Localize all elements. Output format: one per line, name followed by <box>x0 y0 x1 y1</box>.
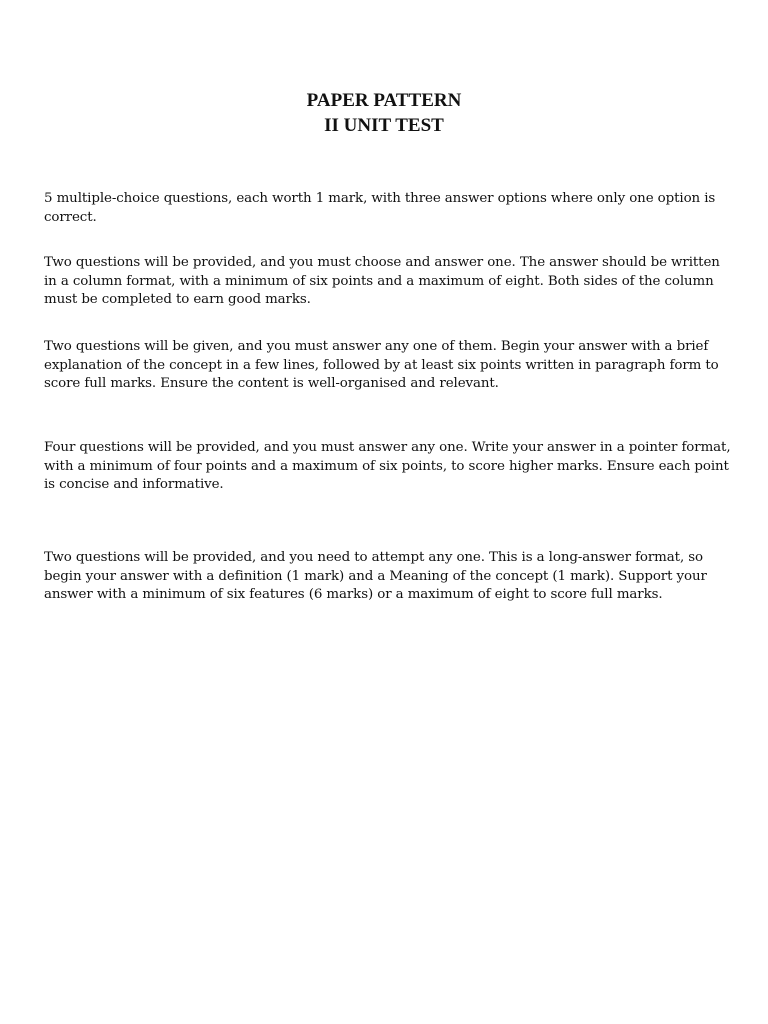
paragraph-pointer-format: Four questions will be provided, and you must answer any one. Write your answer in a pointer format, with a minimum of four points and a maximum of six points, to score higher marks. Ensure each point is concise and informative. <box>44 440 731 493</box>
paragraph-long-answer-format: Two questions will be provided, and you need to attempt any one. This is a long-answer format, so begin your answer with a definition (1 mark) and a Meaning of the concept (1 mark). Support your answer with a minimum of six features (6 marks) or a maximum of eight to score full marks. <box>44 550 707 603</box>
paragraph-explanation-format: Two questions will be given, and you must answer any one of them. Begin your answer with a brief explanation of the concept in a few lines, followed by at least six points written in paragraph form to score full marks. Ensure the content is well-organised and relevant. <box>44 339 719 392</box>
title-line-main: PAPER PATTERN <box>306 90 462 111</box>
paragraph-column-format: Two questions will be provided, and you must choose and answer one. The answer should be written in a column format, with a minimum of six points and a maximum of eight. Both sides of the column must be completed to earn good marks. <box>44 255 720 308</box>
document-title <box>0 88 768 138</box>
title-line-sub: II UNIT TEST <box>324 115 444 136</box>
paragraph-mcq: 5 multiple-choice questions, each worth 1 mark, with three answer options where only one option is correct. <box>44 191 716 225</box>
